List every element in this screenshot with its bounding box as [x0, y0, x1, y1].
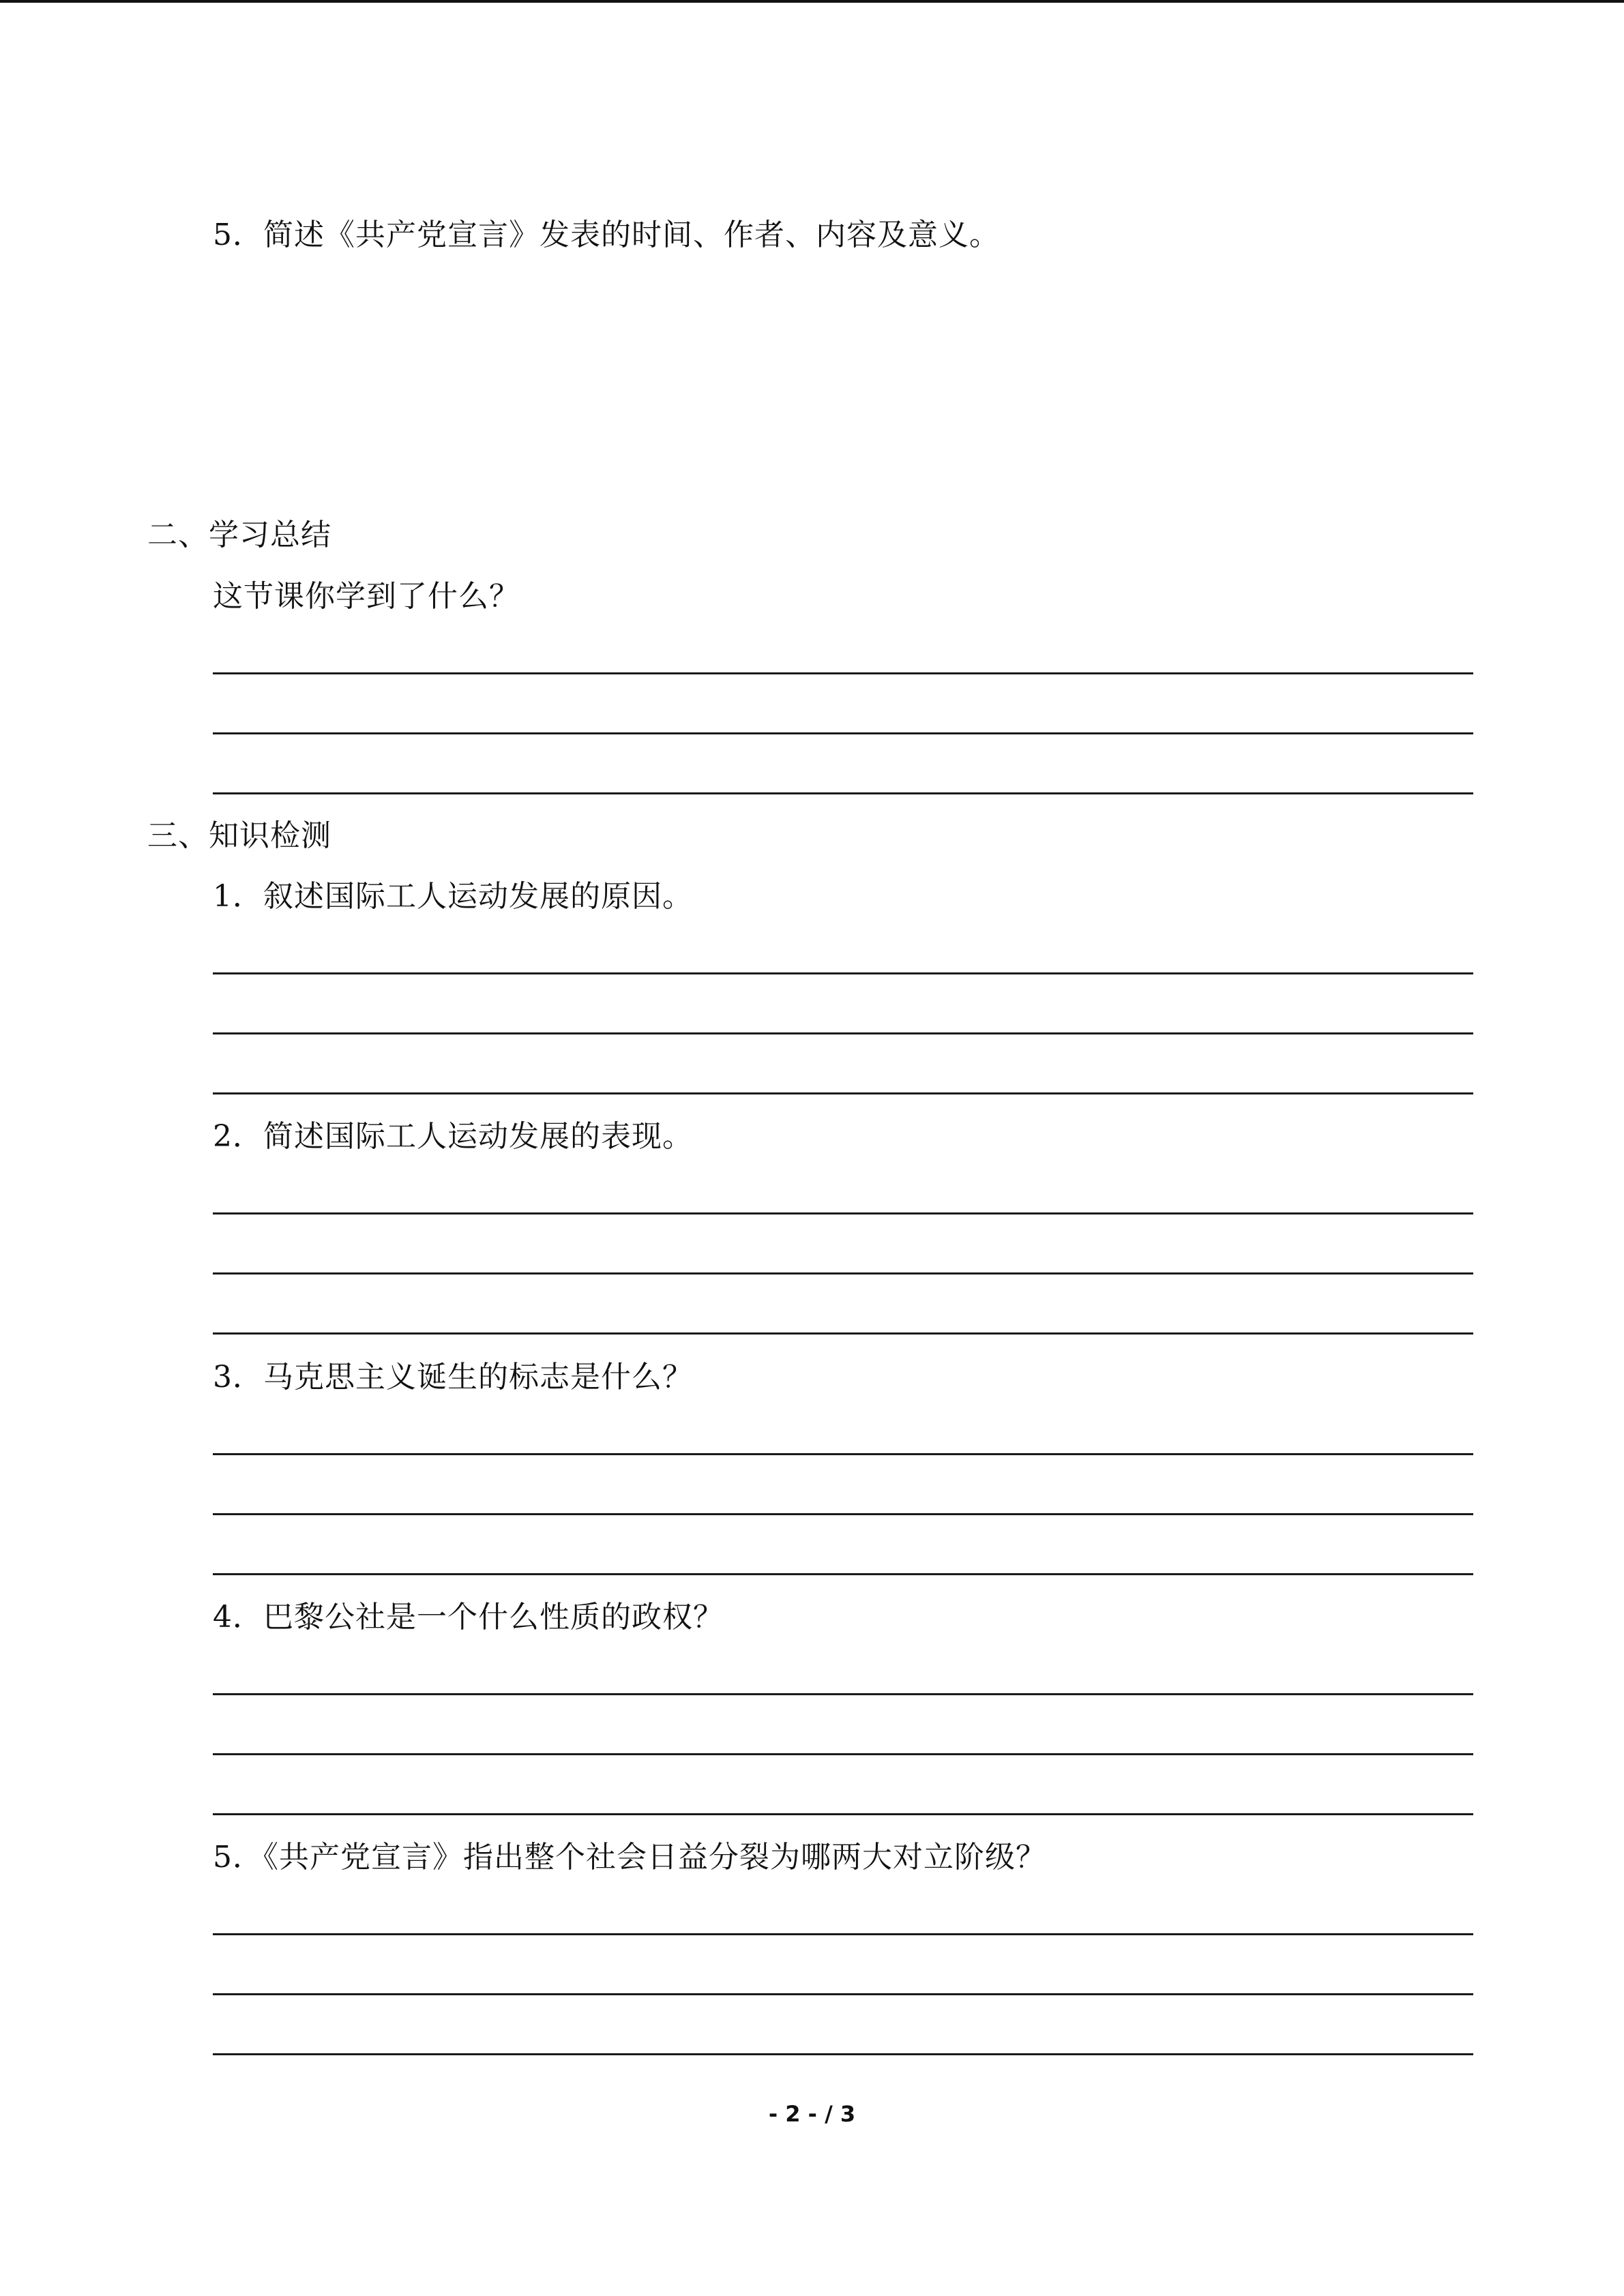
question-text: 4．巴黎公社是一个什么性质的政权？ [213, 1600, 724, 1635]
answer-line[interactable] [213, 792, 1473, 794]
answer-line[interactable] [213, 1453, 1473, 1455]
section-heading: 二、学习总结 [147, 518, 331, 552]
answer-line[interactable] [213, 1993, 1473, 1995]
answer-line[interactable] [213, 972, 1473, 974]
page-top-border [0, 0, 1624, 3]
answer-line[interactable] [213, 2053, 1473, 2055]
section-prompt: 这节课你学到了什么？ [213, 579, 520, 614]
answer-line[interactable] [213, 1813, 1473, 1815]
answer-line[interactable] [213, 1933, 1473, 1935]
question-text: 5．简述《共产党宣言》发表的时间、作者、内容及意义。 [213, 218, 1000, 252]
answer-line[interactable] [213, 1573, 1473, 1575]
answer-line[interactable] [213, 1332, 1473, 1335]
answer-line[interactable] [213, 1513, 1473, 1515]
answer-line[interactable] [213, 1032, 1473, 1034]
answer-line[interactable] [213, 1092, 1473, 1094]
question-text: 1．叙述国际工人运动发展的原因。 [213, 879, 693, 914]
question-text: 5．《共产党宣言》指出整个社会日益分裂为哪两大对立阶级？ [213, 1840, 1046, 1875]
answer-line[interactable] [213, 1272, 1473, 1274]
page-number: - 2 - / 3 [768, 2101, 856, 2127]
answer-line[interactable] [213, 672, 1473, 674]
answer-line[interactable] [213, 1693, 1473, 1695]
answer-line[interactable] [213, 732, 1473, 734]
question-text: 2．简述国际工人运动发展的表现。 [213, 1119, 693, 1154]
answer-line[interactable] [213, 1753, 1473, 1755]
answer-line[interactable] [213, 1212, 1473, 1214]
question-text: 3．马克思主义诞生的标志是什么？ [213, 1360, 693, 1395]
section-heading: 三、知识检测 [147, 818, 331, 853]
